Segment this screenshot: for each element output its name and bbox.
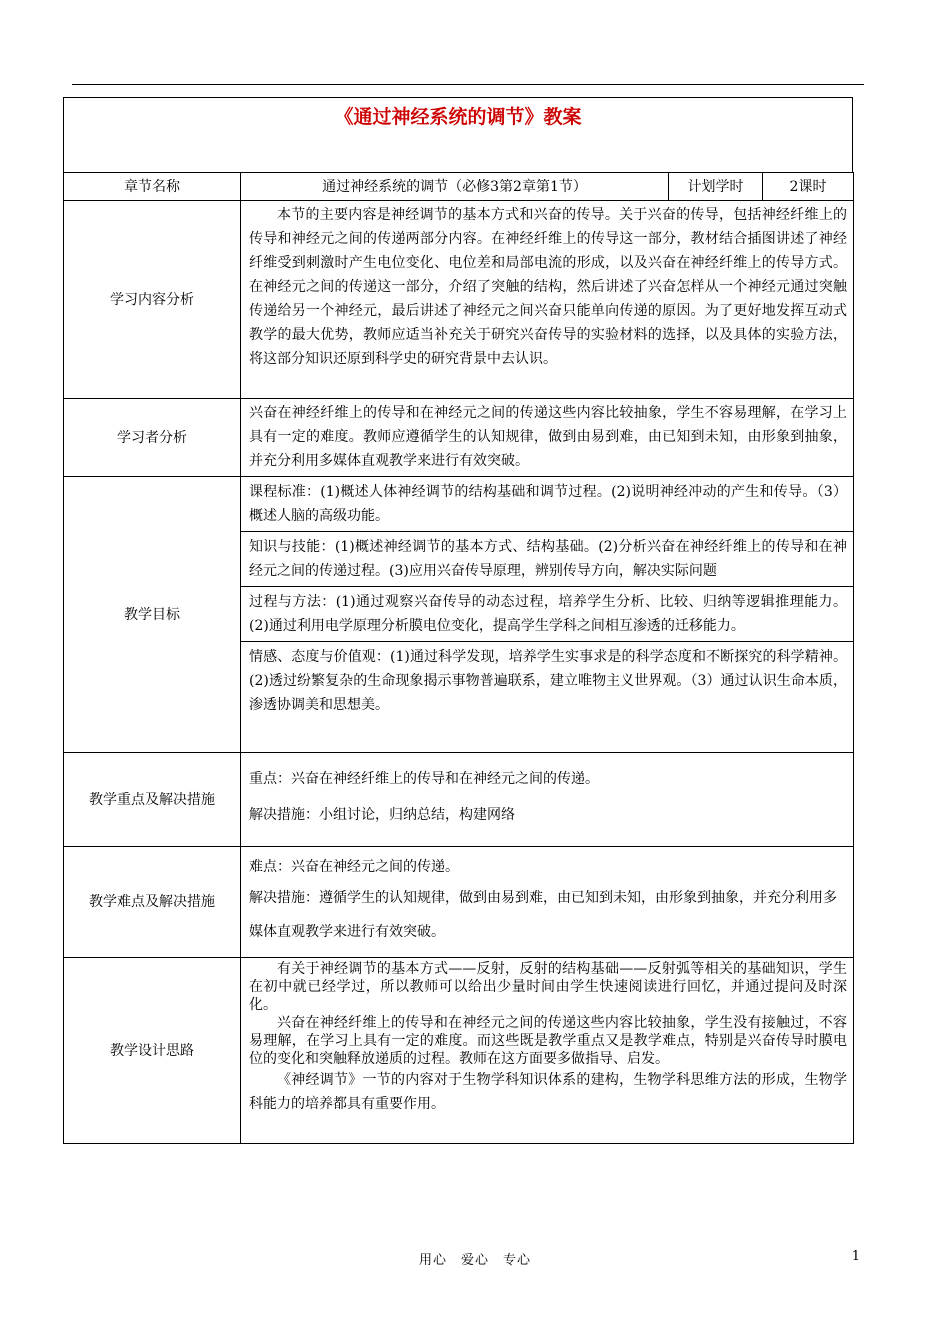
key-points-label: 教学重点及解决措施 <box>64 753 241 847</box>
goals-label: 教学目标 <box>64 477 241 753</box>
goal-item: 知识与技能：(1)概述神经调节的基本方式、结构基础。(2)分析兴奋在神经纤维上的传导和在神经元之间的传递过程。(3)应用兴奋传导原理，辨别传导方向，解决实际问题 <box>241 532 853 587</box>
chapter-row <box>64 173 854 201</box>
difficulties-label: 教学难点及解决措施 <box>64 847 241 958</box>
difficulty-text: 难点：兴奋在神经元之间的传递。 <box>249 859 459 875</box>
page-number: 1 <box>851 1249 860 1264</box>
learner-row <box>64 399 854 477</box>
key-points-row <box>64 753 854 847</box>
analysis-row <box>64 201 854 399</box>
title-cell <box>63 97 853 173</box>
key-point-text: 重点：兴奋在神经纤维上的传导和在神经元之间的传递。 <box>249 771 599 787</box>
footer-motto: 用心 爱心 专心 <box>418 1253 531 1268</box>
design-paragraph: 兴奋在神经纤维上的传导和在神经元之间的传递这些内容比较抽象，学生没有接触过，不容易理解，在学习上具有一定的难度。而这些既是教学重点又是教学难点，特别是兴奋传导时膜电位的变化和突触释放递质的过程。教师在这方面要多做指导、启发。 <box>249 1015 847 1067</box>
analysis-label: 学习内容分析 <box>64 201 241 399</box>
design-paragraph: 有关于神经调节的基本方式——反射，反射的结构基础——反射弧等相关的基础知识，学生在初中就已经学过，所以教师可以给出少量时间由学生快速阅读进行回忆，并通过提问及时深化。 <box>249 961 847 1013</box>
learner-text: 兴奋在神经纤维上的传导和在神经元之间的传递这些内容比较抽象，学生不容易理解，在学习上具有一定的难度。教师应遵循学生的认知规律，做到由易到难，由已知到未知，由形象到抽象，并充分利用多媒体直观教学来进行有效突破。 <box>241 399 854 477</box>
key-measure-text: 解决措施：小组讨论，归纳总结，构建网络 <box>249 807 515 823</box>
chapter-value: 通过神经系统的调节（必修3第2章第1节） <box>241 173 669 201</box>
design-label: 教学设计思路 <box>64 958 241 1144</box>
plan-hours-label: 计划学时 <box>669 173 763 201</box>
goals-row <box>64 477 854 753</box>
design-paragraph: 《神经调节》一节的内容对于生物学科知识体系的建构，生物学科思维方法的形成，生物学科能力的培养都具有重要作用。 <box>249 1072 847 1112</box>
learner-label: 学习者分析 <box>64 399 241 477</box>
goal-item: 情感、态度与价值观：(1)通过科学发现，培养学生实事求是的科学态度和不断探究的科学精神。(2)透过纷繁复杂的生命现象揭示事物普遍联系，建立唯物主义世界观。（3）通过认识生命本质，渗透协调美和思想美。 <box>249 649 847 713</box>
goal-item: 课程标准：(1)概述人体神经调节的结构基础和调节过程。(2)说明神经冲动的产生和传导。（3）概述人脑的高级功能。 <box>241 477 853 532</box>
document-title: 《通过神经系统的调节》教案 <box>334 106 582 128</box>
lesson-plan-table <box>63 172 854 1144</box>
plan-hours-value: 2课时 <box>763 173 854 201</box>
goal-item: 过程与方法：(1)通过观察兴奋传导的动态过程，培养学生分析、比较、归纳等逻辑推理能力。(2)通过利用电学原理分析膜电位变化，提高学生学科之间相互渗透的迁移能力。 <box>241 587 853 642</box>
difficulty-measure-text: 解决措施：遵循学生的认知规律，做到由易到难，由已知到未知，由形象到抽象，并充分利用多媒体直观教学来进行有效突破。 <box>249 890 837 940</box>
design-row <box>64 958 854 1144</box>
chapter-label: 章节名称 <box>64 173 241 201</box>
difficulties-row <box>64 847 854 958</box>
analysis-text: 本节的主要内容是神经调节的基本方式和兴奋的传导。关于兴奋的传导，包括神经纤维上的传导和神经元之间的传递两部分内容。在神经纤维上的传导这一部分，教材结合插图讲述了神经纤维受到刺激时产生电位变化、电位差和局部电流的形成，以及兴奋在神经纤维上的传导方式。在神经元之间的传递这一部分，介绍了突触的结构，然后讲述了兴奋怎样从一个神经元通过突触传递给另一个神经元，最后讲述了神经元之间兴奋只能单向传递的原因。为了更好地发挥互动式教学的最大优势，教师应适当补充关于研究兴奋传导的实验材料的选择，以及具体的实验方法，将这部分知识还原到科学史的研究背景中去认识。 <box>249 207 847 367</box>
header-rule <box>72 84 864 85</box>
